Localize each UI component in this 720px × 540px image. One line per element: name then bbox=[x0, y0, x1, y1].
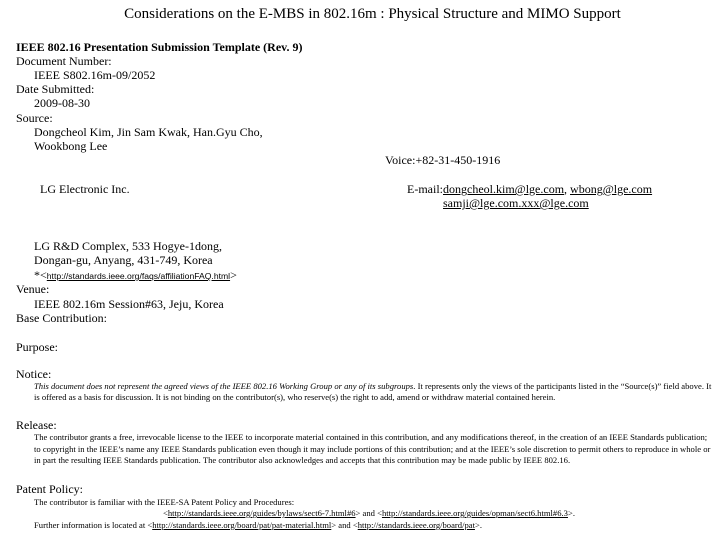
further-info-text: Further information is located at < bbox=[34, 520, 153, 530]
purpose-label: Purpose: bbox=[16, 340, 58, 354]
opman-link[interactable]: http://standards.ieee.org/guides/opman/sect6.html#6.3 bbox=[381, 508, 568, 518]
patent-and-2: > and < bbox=[331, 520, 358, 530]
patent-line-1: The contributor is familiar with the IEEE-SA Patent Policy and Procedures: bbox=[34, 497, 295, 507]
patent-and-1: > and < bbox=[355, 508, 382, 518]
date-label: Date Submitted: bbox=[16, 82, 95, 96]
patent-line-2 bbox=[163, 508, 575, 519]
email-label: E-mail: bbox=[407, 182, 443, 196]
release-text: The contributor grants a free, irrevocable license to the IEEE to incorporate material contained in this contribution, and any modifications thereof, in the creation of an IEEE Standards publication; to copyright in the IEEE’s name any IEEE Standards publication even though it may include portions of this contribution; and at the IEEE’s sole discretion to permit others to reproduce in whole or in part the resulting IEEE Standards publication. The contributor also acknowledges and accepts that this contribution may be made public by IEEE 802.16. bbox=[34, 432, 711, 465]
date-value: 2009-08-30 bbox=[34, 96, 90, 110]
email-link-wbong[interactable]: wbong@lge.com bbox=[570, 182, 653, 196]
patent-end-2: >. bbox=[474, 520, 482, 530]
address-line-2: Dongan-gu, Anyang, 431-749, Korea bbox=[34, 253, 213, 267]
page-title: Considerations on the E-MBS in 802.16m : Physical Structure and MIMO Support bbox=[124, 6, 621, 22]
pat-board-link[interactable]: http://standards.ieee.org/board/pat bbox=[357, 520, 475, 530]
patent-lt: < bbox=[163, 508, 168, 518]
email-link-dongcheol[interactable]: dongcheol.kim@lge.com bbox=[443, 182, 565, 196]
source-label: Source: bbox=[16, 111, 53, 125]
authors-line-2: Wookbong Lee bbox=[34, 139, 108, 153]
pat-material-link[interactable]: http://standards.ieee.org/board/pat/pat-material.html bbox=[152, 520, 332, 530]
voice-number: Voice:+82-31-450-1916 bbox=[385, 153, 501, 167]
notice-label: Notice: bbox=[16, 367, 52, 381]
affiliation-line bbox=[34, 268, 237, 284]
venue-value: IEEE 802.16m Session#63, Jeju, Korea bbox=[34, 297, 224, 311]
template-name: IEEE 802.16 Presentation Submission Template (Rev. 9) bbox=[16, 40, 303, 54]
email-separator: , bbox=[564, 182, 571, 196]
patent-label: Patent Policy: bbox=[16, 482, 83, 496]
address-line-1: LG R&D Complex, 533 Hogye-1dong, bbox=[34, 239, 222, 253]
email-line-1 bbox=[407, 182, 652, 197]
patent-end-1: >. bbox=[567, 508, 575, 518]
patent-line-3 bbox=[34, 520, 482, 531]
organization: LG Electronic Inc. bbox=[40, 182, 130, 196]
authors-line-1: Dongcheol Kim, Jin Sam Kwak, Han.Gyu Cho, bbox=[34, 125, 263, 139]
doc-number-label: Document Number: bbox=[16, 54, 112, 68]
affiliation-faq-link[interactable]: http://standards.ieee.org/faqs/affiliationFAQ.html bbox=[46, 271, 231, 281]
bylaws-link[interactable]: http://standards.ieee.org/guides/bylaws/sect6-7.html#6 bbox=[167, 508, 356, 518]
base-contribution-label: Base Contribution: bbox=[16, 311, 107, 325]
notice-italic-text: This document does not represent the agreed views of the IEEE 802.16 Working Group or any of its subgroups bbox=[34, 381, 414, 391]
email-link-samji[interactable]: samji@lge.com.xxx@lge.com bbox=[443, 196, 589, 210]
email-line-2 bbox=[443, 196, 589, 211]
affiliation-prefix: *< bbox=[34, 268, 47, 282]
venue-label: Venue: bbox=[16, 282, 50, 296]
notice-text bbox=[34, 381, 712, 403]
affiliation-suffix: > bbox=[230, 268, 237, 282]
notice-rest-text: . It represents only the views of the participants listed in the “Source(s)” field above. It is offered as a basis for discussion. It is not binding on the contributor(s), who reserve(s) the right to add, amend or withdraw material contained herein. bbox=[34, 381, 712, 402]
doc-number: IEEE S802.16m-09/2052 bbox=[34, 68, 156, 82]
release-label: Release: bbox=[16, 418, 57, 432]
